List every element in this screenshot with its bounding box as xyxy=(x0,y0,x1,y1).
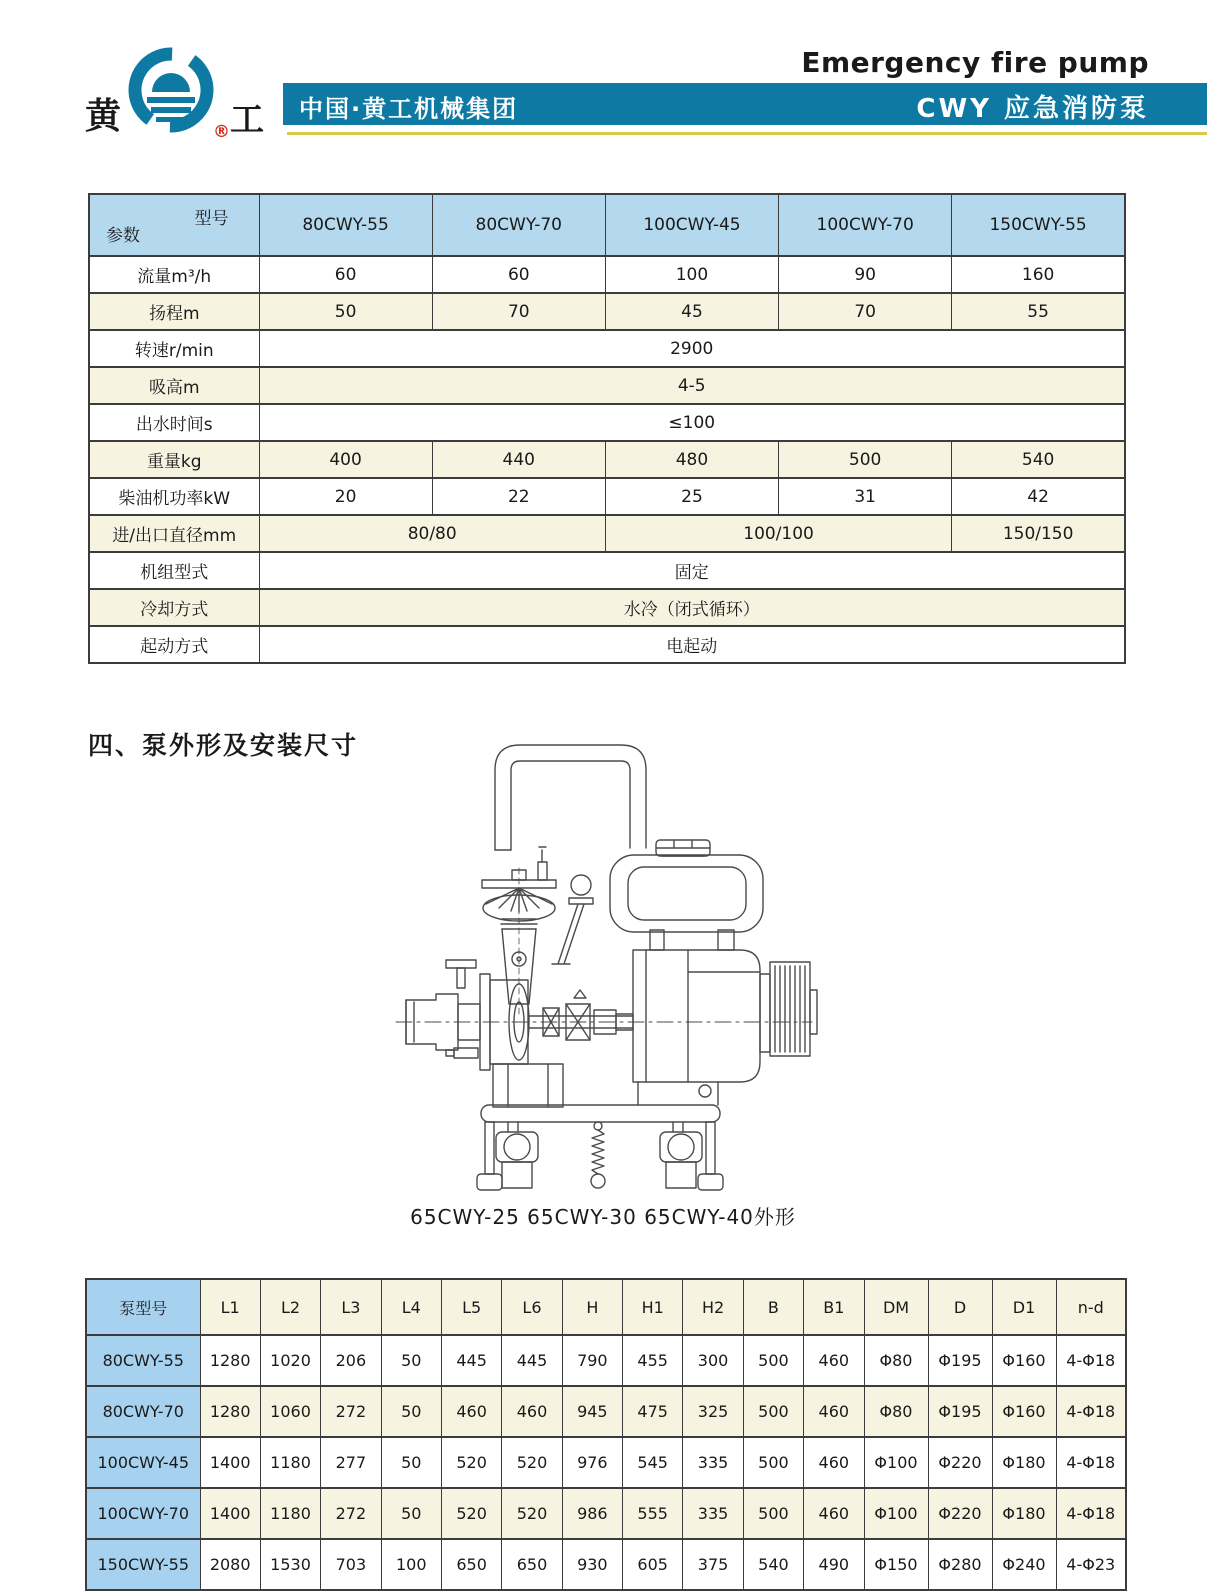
dim-value: 605 xyxy=(623,1539,683,1590)
dim-value: 930 xyxy=(562,1539,622,1590)
spec-row xyxy=(89,256,1125,293)
dim-value: 500 xyxy=(743,1437,803,1488)
dim-value: 520 xyxy=(502,1488,562,1539)
spec-row xyxy=(89,552,1125,589)
spec-value: 20 xyxy=(259,478,432,515)
model-header: 80CWY-55 xyxy=(259,194,432,256)
dim-value: 375 xyxy=(683,1539,743,1590)
spec-value-merged: 电起动 xyxy=(259,626,1125,663)
spec-value: 22 xyxy=(432,478,605,515)
dim-value: Φ195 xyxy=(928,1335,992,1386)
dim-value: Φ195 xyxy=(928,1386,992,1437)
param-label: 转速r/min xyxy=(89,330,259,367)
dim-value: 335 xyxy=(683,1437,743,1488)
dim-value: 4-Φ23 xyxy=(1056,1539,1126,1590)
company-name: 中国·黄工机械集团 xyxy=(299,95,519,123)
dim-value: 50 xyxy=(381,1437,441,1488)
dim-value: 445 xyxy=(441,1335,501,1386)
dim-header: B xyxy=(743,1279,803,1335)
dim-value: 460 xyxy=(804,1386,864,1437)
logo-emblem-icon xyxy=(125,42,217,146)
dim-value: 206 xyxy=(321,1335,381,1386)
spec-value: 55 xyxy=(952,293,1125,330)
dim-header: H xyxy=(562,1279,622,1335)
spec-row xyxy=(89,589,1125,626)
dim-header: D xyxy=(928,1279,992,1335)
registered-trademark-icon: ® xyxy=(213,122,230,142)
dim-table xyxy=(85,1278,1127,1591)
param-label: 冷却方式 xyxy=(89,589,259,626)
spec-row xyxy=(89,441,1125,478)
spec-value: 160 xyxy=(952,256,1125,293)
spec-value: 31 xyxy=(779,478,952,515)
dim-value: Φ240 xyxy=(992,1539,1056,1590)
dim-value: 703 xyxy=(321,1539,381,1590)
dim-value: 490 xyxy=(804,1539,864,1590)
dim-header: L3 xyxy=(321,1279,381,1335)
dim-value: 50 xyxy=(381,1335,441,1386)
dim-value: 335 xyxy=(683,1488,743,1539)
dim-value: 475 xyxy=(623,1386,683,1437)
spec-value: 440 xyxy=(432,441,605,478)
model-header: 150CWY-55 xyxy=(952,194,1125,256)
spec-row xyxy=(89,330,1125,367)
spec-value: 50 xyxy=(259,293,432,330)
dim-value: 50 xyxy=(381,1488,441,1539)
param-label: 柴油机功率kW xyxy=(89,478,259,515)
dim-header: L4 xyxy=(381,1279,441,1335)
spec-value: 500 xyxy=(779,441,952,478)
dim-value: 277 xyxy=(321,1437,381,1488)
dim-value: 1400 xyxy=(200,1488,260,1539)
dim-value: 4-Φ18 xyxy=(1056,1386,1126,1437)
logo-left-char: 黄 xyxy=(85,96,122,137)
spec-value: 100 xyxy=(605,256,778,293)
dim-value: 272 xyxy=(321,1488,381,1539)
dim-header: B1 xyxy=(804,1279,864,1335)
gold-divider xyxy=(287,132,1207,135)
dim-value: Φ220 xyxy=(928,1437,992,1488)
spec-value-span: 100/100 xyxy=(605,515,951,552)
model-header: 100CWY-70 xyxy=(779,194,952,256)
dim-model: 150CWY-55 xyxy=(86,1539,200,1590)
spec-row xyxy=(89,293,1125,330)
corner-label-param: 参数 xyxy=(106,226,140,246)
dim-header: L5 xyxy=(441,1279,501,1335)
spec-row xyxy=(89,478,1125,515)
dim-value: 986 xyxy=(562,1488,622,1539)
param-label: 进/出口直径mm xyxy=(89,515,259,552)
dim-value: 1060 xyxy=(260,1386,320,1437)
dim-value: 790 xyxy=(562,1335,622,1386)
dim-header-model: 泵型号 xyxy=(86,1279,200,1335)
dim-value: 460 xyxy=(804,1488,864,1539)
dim-value: 1530 xyxy=(260,1539,320,1590)
dim-value: 2080 xyxy=(200,1539,260,1590)
spec-value-merged: 4-5 xyxy=(259,367,1125,404)
dim-row xyxy=(86,1488,1126,1539)
dim-value: 945 xyxy=(562,1386,622,1437)
dim-value: 500 xyxy=(743,1335,803,1386)
dim-row xyxy=(86,1335,1126,1386)
dim-value: Φ220 xyxy=(928,1488,992,1539)
dim-value: Φ150 xyxy=(864,1539,928,1590)
corner-label-model: 型号 xyxy=(194,209,229,229)
logo-right-char: 工 xyxy=(230,100,264,140)
dim-model: 80CWY-70 xyxy=(86,1386,200,1437)
dim-header: H2 xyxy=(683,1279,743,1335)
spec-value: 480 xyxy=(605,441,778,478)
param-label: 起动方式 xyxy=(89,626,259,663)
spec-value: 25 xyxy=(605,478,778,515)
spec-value-span: 80/80 xyxy=(259,515,605,552)
param-label: 扬程m xyxy=(89,293,259,330)
dim-model: 100CWY-70 xyxy=(86,1488,200,1539)
dim-value: Φ100 xyxy=(864,1437,928,1488)
page-title-english: Emergency fire pump xyxy=(801,46,1149,79)
dim-value: Φ100 xyxy=(864,1488,928,1539)
dim-value: 300 xyxy=(683,1335,743,1386)
header-banner xyxy=(283,83,1207,125)
dim-value: 50 xyxy=(381,1386,441,1437)
dim-value: 4-Φ18 xyxy=(1056,1488,1126,1539)
spec-value-merged: 固定 xyxy=(259,552,1125,589)
spec-value: 90 xyxy=(779,256,952,293)
dim-value: 1400 xyxy=(200,1437,260,1488)
spec-value: 70 xyxy=(432,293,605,330)
spec-row xyxy=(89,515,1125,552)
spec-value-merged: 2900 xyxy=(259,330,1125,367)
dim-model: 100CWY-45 xyxy=(86,1437,200,1488)
dim-value: 272 xyxy=(321,1386,381,1437)
dim-value: 445 xyxy=(502,1335,562,1386)
spec-value: 60 xyxy=(432,256,605,293)
spec-value: 60 xyxy=(259,256,432,293)
pump-drawing xyxy=(388,722,818,1192)
dim-header: D1 xyxy=(992,1279,1056,1335)
dim-row xyxy=(86,1437,1126,1488)
spec-value-merged: ≤100 xyxy=(259,404,1125,441)
figure-caption: 65CWY-25 65CWY-30 65CWY-40外形 xyxy=(410,1205,796,1229)
dim-model: 80CWY-55 xyxy=(86,1335,200,1386)
dim-header: n-d xyxy=(1056,1279,1126,1335)
dim-value: 460 xyxy=(804,1437,864,1488)
dim-value: 100 xyxy=(381,1539,441,1590)
dim-value: 545 xyxy=(623,1437,683,1488)
dim-value: 976 xyxy=(562,1437,622,1488)
param-label: 重量kg xyxy=(89,441,259,478)
dim-header: H1 xyxy=(623,1279,683,1335)
dim-value: 1280 xyxy=(200,1335,260,1386)
model-header: 100CWY-45 xyxy=(605,194,778,256)
dim-value: 540 xyxy=(743,1539,803,1590)
dim-value: 1280 xyxy=(200,1386,260,1437)
spec-value: 540 xyxy=(952,441,1125,478)
dim-value: 460 xyxy=(441,1386,501,1437)
dim-value: Φ80 xyxy=(864,1386,928,1437)
dim-value: 500 xyxy=(743,1386,803,1437)
page-title-chinese: CWY 应急消防泵 xyxy=(916,94,1149,124)
spec-value: 70 xyxy=(779,293,952,330)
dim-value: Φ160 xyxy=(992,1335,1056,1386)
dim-value: Φ180 xyxy=(992,1488,1056,1539)
corner-cell xyxy=(89,194,259,256)
dim-value: 460 xyxy=(502,1386,562,1437)
dim-value: Φ280 xyxy=(928,1539,992,1590)
spec-value: 400 xyxy=(259,441,432,478)
dim-value: 4-Φ18 xyxy=(1056,1437,1126,1488)
spec-table xyxy=(88,193,1126,664)
dim-value: 650 xyxy=(441,1539,501,1590)
spec-row xyxy=(89,367,1125,404)
dim-header: L2 xyxy=(260,1279,320,1335)
dim-value: 1180 xyxy=(260,1437,320,1488)
param-label: 吸高m xyxy=(89,367,259,404)
dim-value: Φ180 xyxy=(992,1437,1056,1488)
param-label: 出水时间s xyxy=(89,404,259,441)
dim-header: L1 xyxy=(200,1279,260,1335)
dim-value: 650 xyxy=(502,1539,562,1590)
section-title: 四、泵外形及安装尺寸 xyxy=(88,731,359,760)
dim-header: L6 xyxy=(502,1279,562,1335)
spec-value: 42 xyxy=(952,478,1125,515)
dim-value: 520 xyxy=(441,1437,501,1488)
param-label: 流量m³/h xyxy=(89,256,259,293)
dim-value: 4-Φ18 xyxy=(1056,1335,1126,1386)
spec-value-merged: 水冷（闭式循环） xyxy=(259,589,1125,626)
spec-row xyxy=(89,404,1125,441)
dim-value: 325 xyxy=(683,1386,743,1437)
param-label: 机组型式 xyxy=(89,552,259,589)
dim-row xyxy=(86,1539,1126,1590)
dim-value: 1020 xyxy=(260,1335,320,1386)
model-header: 80CWY-70 xyxy=(432,194,605,256)
dim-value: 460 xyxy=(804,1335,864,1386)
dim-value: 520 xyxy=(441,1488,501,1539)
dim-value: Φ160 xyxy=(992,1386,1056,1437)
spec-value: 45 xyxy=(605,293,778,330)
dim-value: 555 xyxy=(623,1488,683,1539)
dim-header: DM xyxy=(864,1279,928,1335)
dim-value: 1180 xyxy=(260,1488,320,1539)
dim-value: 520 xyxy=(502,1437,562,1488)
dim-value: 455 xyxy=(623,1335,683,1386)
dim-value: 500 xyxy=(743,1488,803,1539)
dim-row xyxy=(86,1386,1126,1437)
spec-value-span: 150/150 xyxy=(952,515,1125,552)
spec-row xyxy=(89,626,1125,663)
dim-value: Φ80 xyxy=(864,1335,928,1386)
